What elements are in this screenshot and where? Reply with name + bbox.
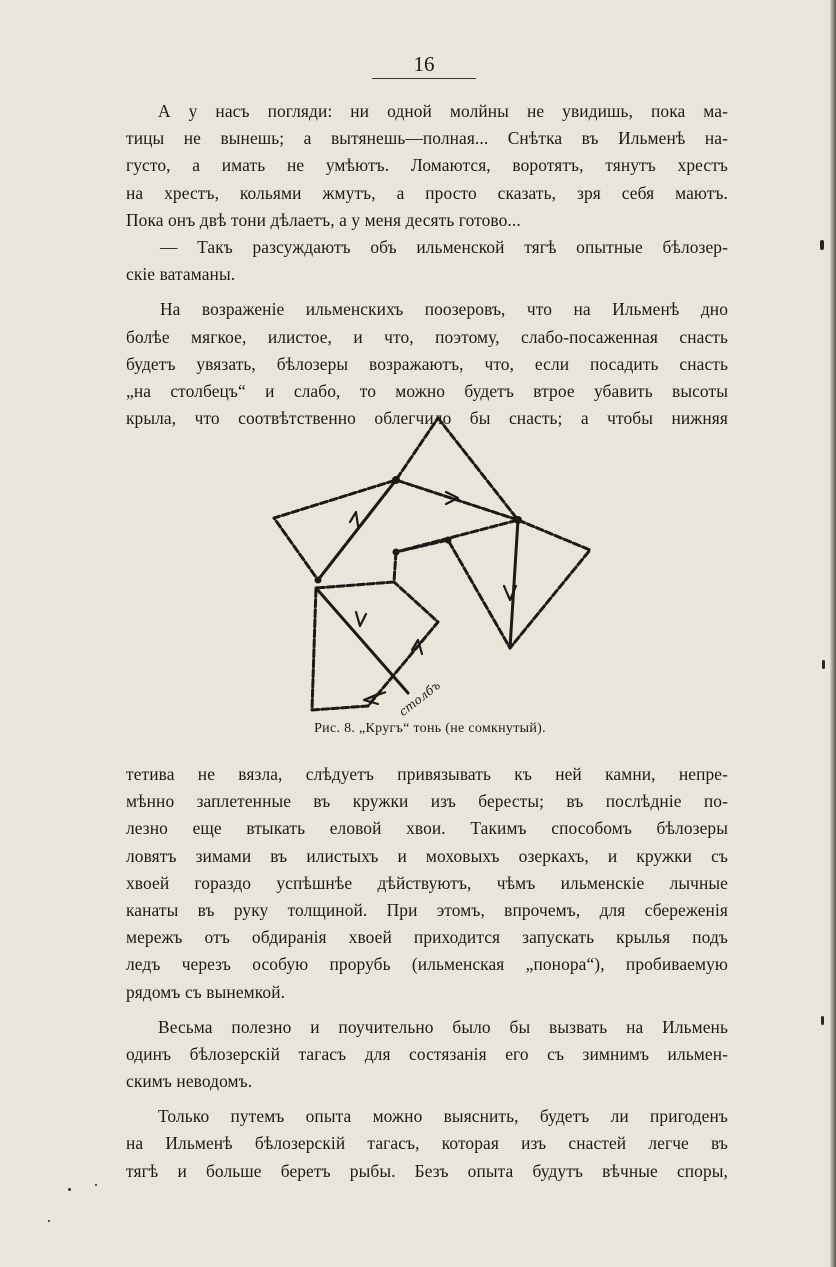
- text-line: тягѣ и больше беретъ рыбы. Безъ опыта будутъ вѣчные споры,: [126, 1160, 728, 1181]
- text-line: — Такъ разсуждаютъ объ ильменской тягѣ опытные бѣлозер-: [160, 236, 728, 257]
- text-line: На возраженіе ильменскихъ поозеровъ, что на Ильменѣ дно: [160, 299, 728, 320]
- direction-arrows: [350, 492, 516, 704]
- text-line: скіе ватаманы.: [126, 264, 236, 285]
- paper-speck: [821, 1016, 824, 1025]
- arrow-icon: [356, 612, 366, 626]
- text-line: мѣнно заплетенные въ кружки изъ бересты; въ послѣдніе по-: [126, 791, 728, 812]
- text-line: на Ильменѣ бѣлозерскій тагасъ, которая изъ снастей легче въ: [126, 1133, 728, 1154]
- net-knot: [393, 549, 400, 556]
- page-edge: [830, 0, 836, 1267]
- net-knot: [315, 577, 322, 584]
- text-line: густо, а имать не умѣютъ. Ломаются, воротятъ, тянутъ хрестъ: [126, 155, 728, 176]
- net-rope: [318, 480, 396, 580]
- text-line: рядомъ съ вынемкой.: [126, 981, 286, 1002]
- text-line: ледъ черезъ особую прорубь (ильменская „понора“), пробиваемую: [126, 954, 728, 975]
- text-line: „на столбецъ“ и слабо, то можно будетъ втрое убавить высоты: [126, 380, 728, 401]
- text-line: мережъ отъ обдиранія хвоей приходится запускать крылья подъ: [126, 927, 728, 948]
- text-block-top: [126, 98, 728, 432]
- text-line: одинъ бѣлозерскій тагасъ для состязанія его съ зимнимъ ильмен-: [126, 1043, 728, 1064]
- text-line: Весьма полезно и поучительно было бы вызвать на Ильмень: [158, 1016, 728, 1037]
- net-knot: [514, 516, 522, 524]
- text-line: канаты въ руку толщиной. При этомъ, впрочемъ, для сбереженія: [126, 899, 728, 920]
- net-knot: [445, 537, 452, 544]
- paper-speck: [68, 1188, 71, 1191]
- text-line: А у насъ погляди: ни одной молйны не увидишь, пока ма-: [158, 101, 728, 121]
- text-line: Пока онъ двѣ тони дѣлаетъ, а у меня десять готово...: [126, 209, 521, 230]
- net-outline: [396, 520, 590, 648]
- net-rope: [316, 588, 408, 693]
- text-line: болѣе мягкое, илистое, и что, поэтому, слабо-посаженная снасть: [126, 326, 728, 347]
- figure-label-stolb: столбъ: [396, 678, 443, 719]
- text-line: Только путемъ опыта можно выяснить, будетъ ли пригоденъ: [158, 1106, 728, 1127]
- net-diagram: [260, 410, 600, 750]
- net-outline: [312, 552, 438, 710]
- text-line: лезно еще втыкать еловой хвои. Такимъ способомъ бѣлозеры: [126, 818, 728, 839]
- text-line: скимъ неводомъ.: [126, 1071, 253, 1092]
- paper-speck: [95, 1184, 97, 1186]
- text-line: на хрестъ, кольями жмутъ, а просто сказать, зря себя маютъ.: [126, 182, 728, 203]
- text-line: крыла, что соотвѣтственно облегчило бы снасть; а чтобы нижняя: [126, 408, 728, 429]
- page-number-rule: [372, 78, 476, 79]
- text-line: тетива не вязла, слѣдуетъ привязывать къ ней камни, непре-: [126, 764, 728, 784]
- paper-speck: [48, 1220, 50, 1222]
- text-block-bottom: [126, 761, 728, 1185]
- paper-speck: [820, 240, 824, 250]
- text-line: хвоей гораздо успѣшнѣе дѣйствуютъ, чѣмъ ильменскіе лычные: [126, 872, 728, 893]
- net-rope: [396, 480, 518, 520]
- net-knot: [392, 476, 400, 484]
- paper-speck: [822, 660, 825, 669]
- arrow-icon: [350, 512, 358, 526]
- text-line: тицы не вынешь; а вытянешь—полная... Снѣтка въ Ильменѣ на-: [126, 128, 728, 149]
- net-knots: [315, 476, 523, 584]
- text-line: будетъ увязать, бѣлозеры возражаютъ, что, если посадить снасть: [126, 353, 728, 374]
- text-line: ловятъ зимами въ илистыхъ и моховыхъ озеркахъ, и кружки съ: [126, 845, 728, 866]
- net-rope: [510, 520, 518, 648]
- page-number: 16: [413, 52, 435, 76]
- figure-caption: Рис. 8. „Кругъ“ тонь (не сомкнутый).: [314, 721, 546, 736]
- net-diagram-figure: [260, 410, 600, 750]
